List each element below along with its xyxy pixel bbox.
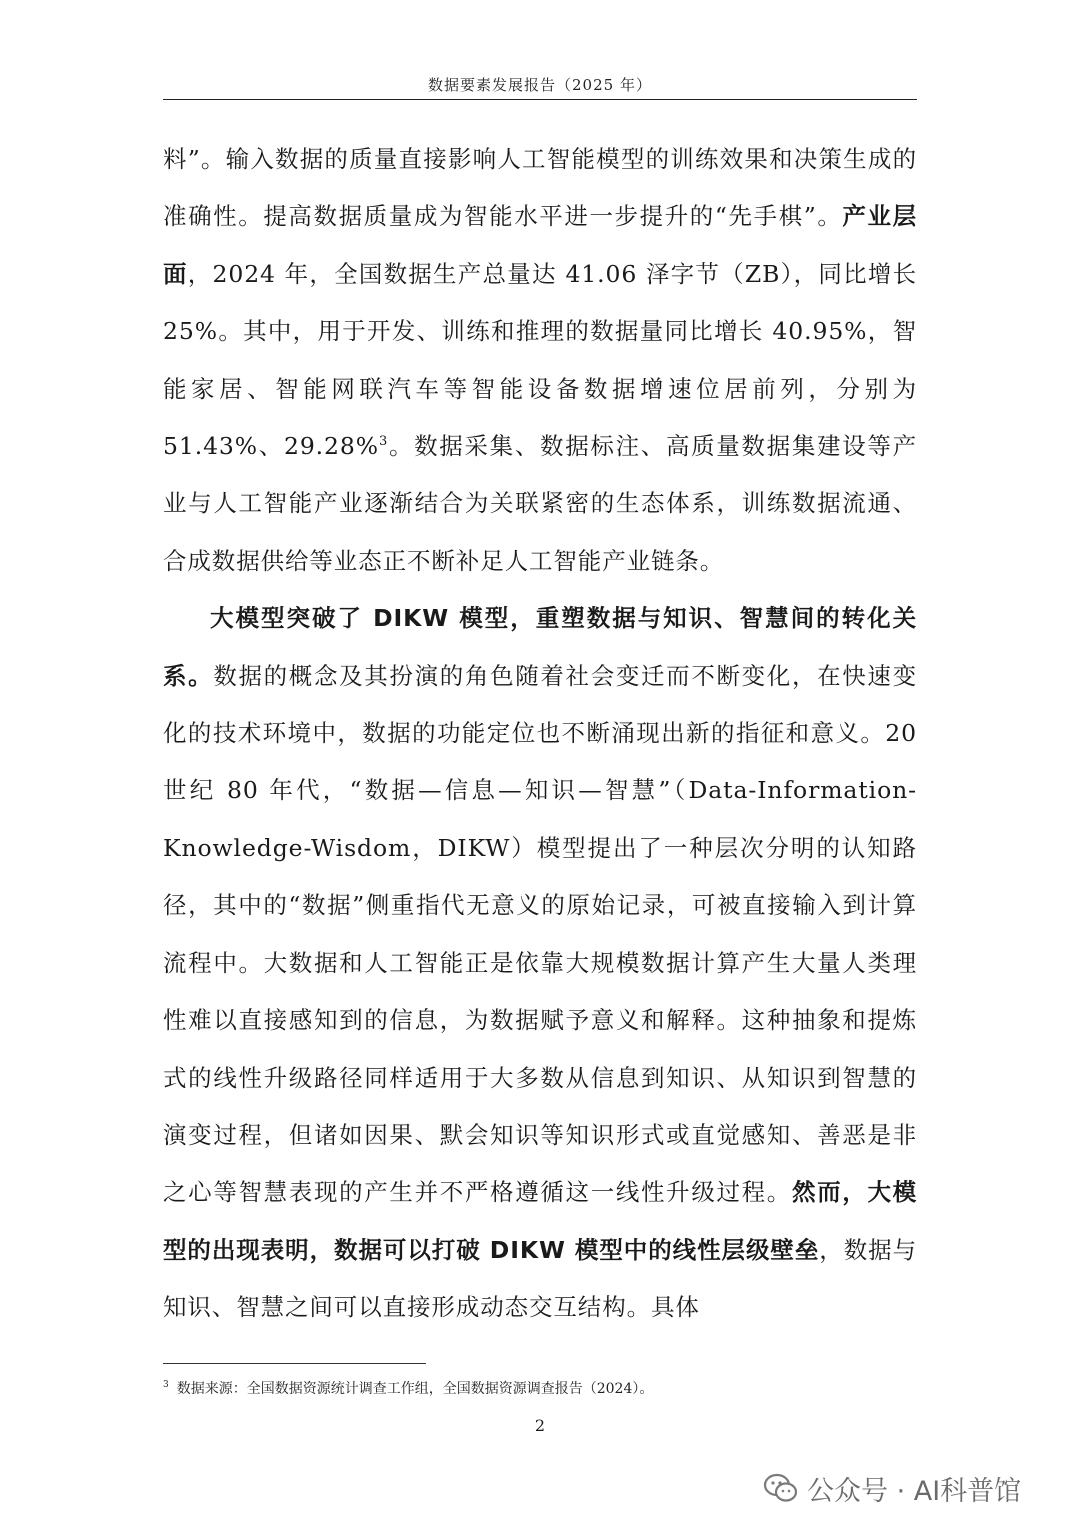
paragraph-1-text-a: 料”。输入数据的质量直接影响人工智能模型的训练效果和决策生成的准确性。提高数据质量成为智能水平进一步提升的“先手棋”。 xyxy=(163,145,917,231)
footnote-rule xyxy=(163,1363,426,1364)
paragraph-1-text-c: ，2024 年，全国数据生产总量达 41.06 泽字节（ZB），同比增长 25%。其中，用于开发、训练和推理的数据量同比增长 40.95%，智能家居、智能网联汽车等智能设备数据增速位居前列，分别为 51.43%、29.28% xyxy=(163,259,917,461)
footnote xyxy=(163,1378,917,1398)
body-text xyxy=(163,131,917,1337)
paragraph-2-text-b: 数据的概念及其扮演的角色随着社会变迁而不断变化，在快速变化的技术环境中，数据的功能定位也不断涌现出新的指征和意义。20 世纪 80 年代，“数据—信息—知识—智慧”（Data-Information-Knowledge-Wisdom，DIKW）模型提出了一种层次分明的认知路径，其中的“数据”侧重指代无意义的原始记录，可被直接输入到计算流程中。大数据和人工智能正是依靠大规模数据计算产生大量人类理性难以直接感知到的信息，为数据赋予意义和解释。这种抽象和提炼式的线性升级路径同样适用于大多数从信息到知识、从知识到智慧的演变过程，但诸如因果、默会知识等知识形式或直觉感知、善恶是非之心等智慧表现的产生并不严格遵循这一线性升级过程。 xyxy=(163,661,917,1207)
footnote-text: 数据来源：全国数据资源统计调查工作组，全国数据资源调查报告（2024）。 xyxy=(176,1381,654,1397)
running-header: 数据要素发展报告（2025 年） xyxy=(428,76,652,94)
footnote-marker: 3 xyxy=(163,1380,169,1391)
watermark-text: 公众号 · AI科普馆 xyxy=(807,1475,1022,1507)
page-number: 2 xyxy=(534,1416,546,1435)
paragraph-2-text-d: ，数据与知识、智慧之间可以直接形成动态交互结构。具体 xyxy=(163,1235,917,1322)
footnote-reference[interactable]: 3 xyxy=(378,434,389,450)
paragraph-2 xyxy=(163,590,917,1336)
watermark xyxy=(763,1468,1021,1508)
paragraph-2-bold-heading: 大模型突破了 DIKW 模型，重塑数据与知识、智慧间的转化关系。 xyxy=(163,604,917,690)
paragraph-1-bold-industry: 产业层面 xyxy=(163,202,917,288)
wechat-icon xyxy=(763,1472,799,1504)
paragraph-2-bold-claim: 然而，大模型的出现表明，数据可以打破 DIKW 模型中的线性层级壁垒 xyxy=(163,1178,918,1264)
paragraph-1 xyxy=(163,131,917,590)
paragraph-1-text-d: 。数据采集、数据标注、高质量数据集建设等产业与人工智能产业逐渐结合为关联紧密的生态体系，训练数据流通、合成数据供给等业态正不断补足人工智能产业链条。 xyxy=(163,432,917,575)
header-rule xyxy=(163,99,917,100)
